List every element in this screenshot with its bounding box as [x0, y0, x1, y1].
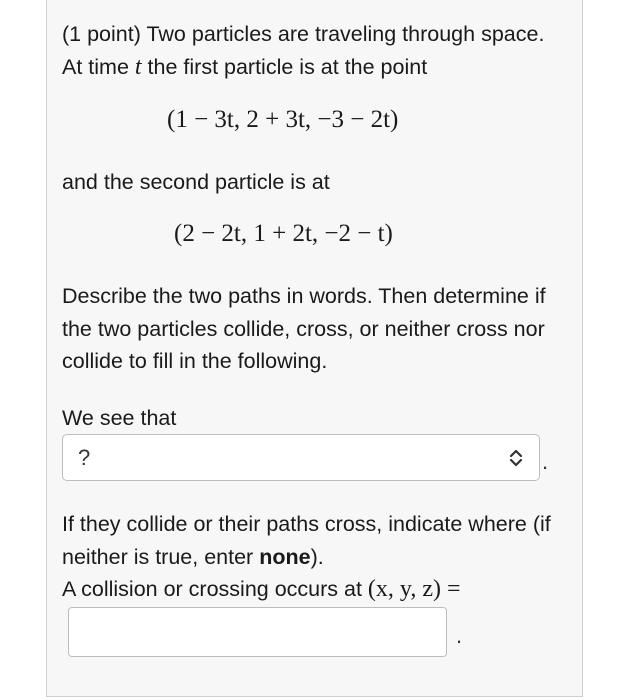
up-down-chevron-icon: [508, 448, 524, 468]
select-period: .: [542, 449, 549, 474]
problem-intro: (1 point) Two particles are traveling through space. At time t the first particle is at the point: [62, 22, 545, 80]
we-see-label: We see that: [62, 406, 177, 430]
occurs-text: A collision or crossing occurs at: [62, 577, 362, 601]
answer-period: .: [456, 623, 463, 648]
none-keyword: none: [259, 544, 311, 569]
coordinates-label: (x, y, z) =: [367, 576, 461, 602]
answer-input[interactable]: [68, 607, 447, 657]
time-variable: t: [134, 53, 142, 80]
first-particle-equation: (1 − 3t, 2 + 3t, −3 − 2t): [167, 106, 399, 133]
second-particle-equation: (2 − 2t, 1 + 2t, −2 − t): [174, 220, 393, 247]
instructions-text: Describe the two paths in words. Then determine if the two particles collide, cross, or neither cross nor collide to fill in the following.: [62, 284, 546, 373]
where-text: If they collide or their paths cross, indicate where (if neither is true, enter none). A collision or crossing occurs at (x, y, z) =: [62, 512, 551, 602]
relationship-select[interactable]: [62, 434, 540, 481]
second-particle-intro: and the second particle is at: [62, 170, 330, 194]
select-value: ?: [78, 445, 91, 470]
